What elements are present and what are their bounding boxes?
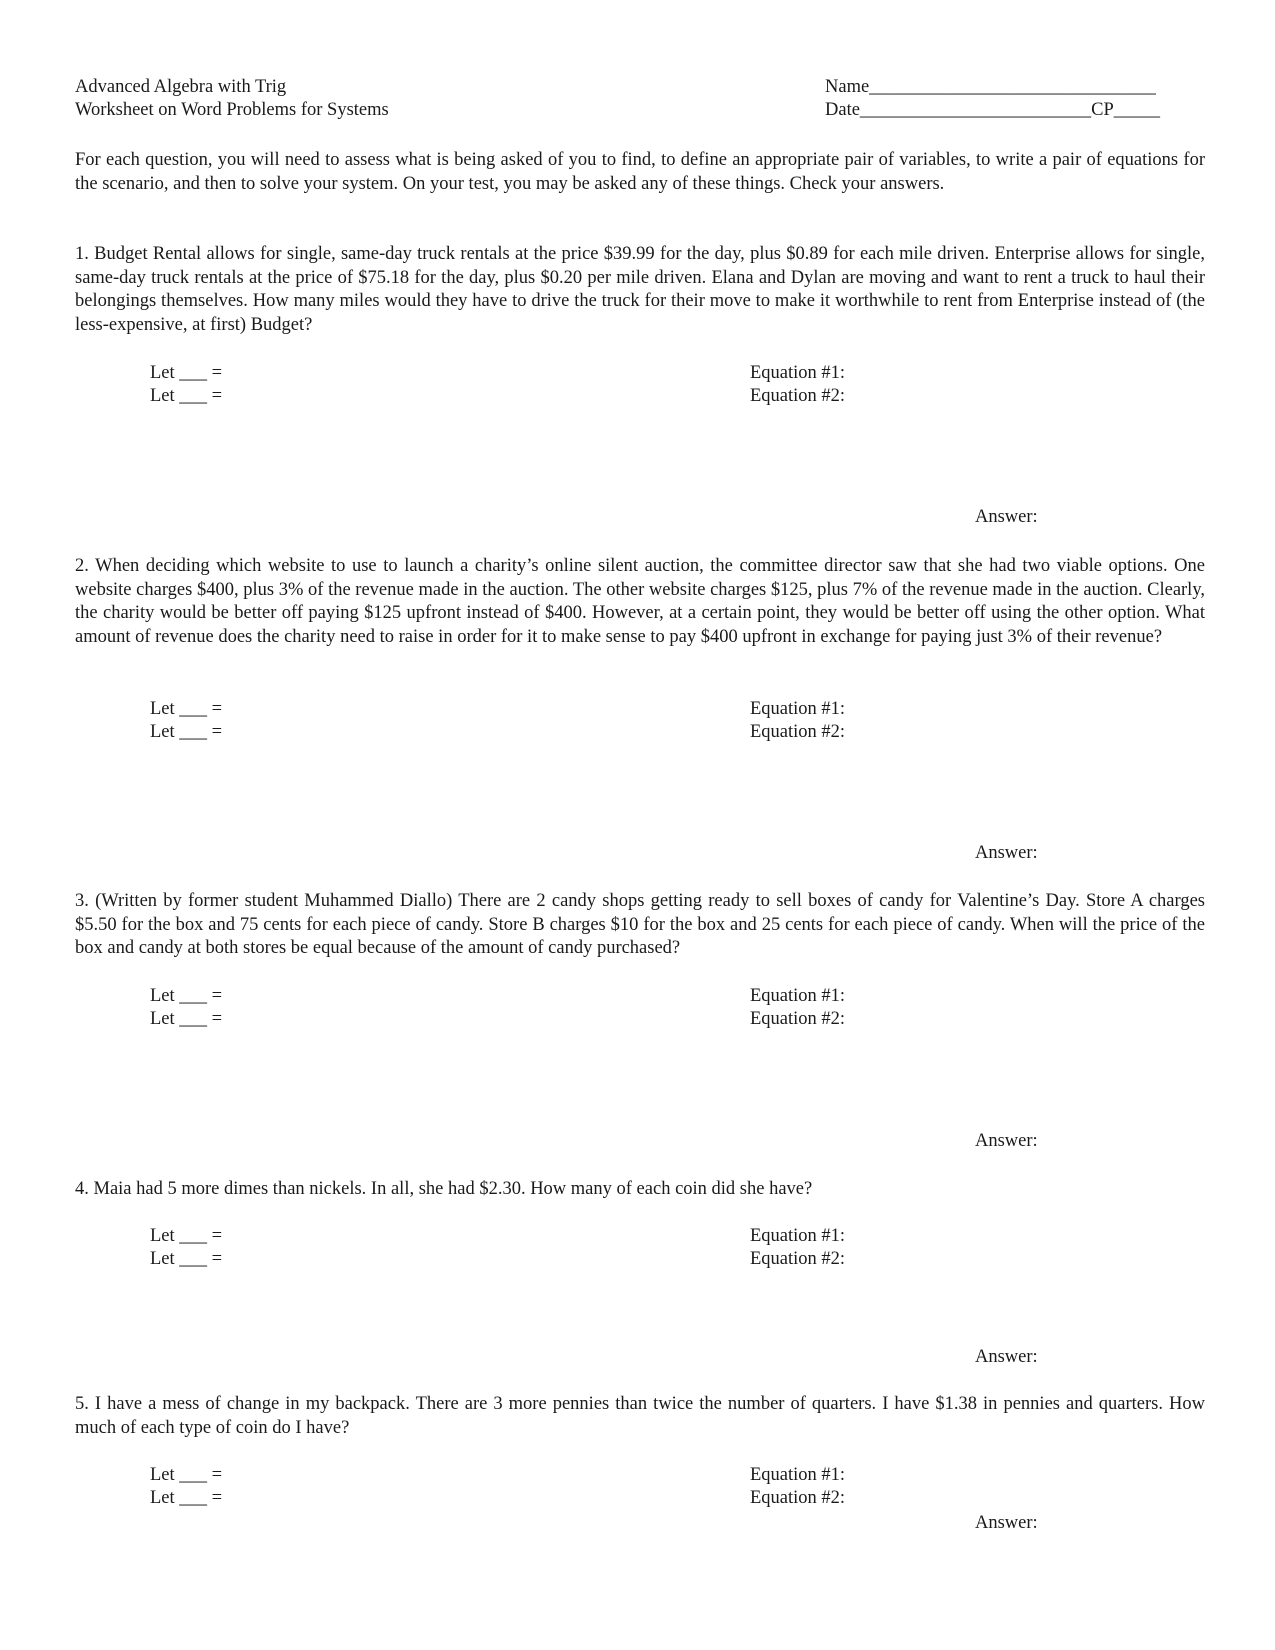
worksheet-subtitle: Worksheet on Word Problems for Systems xyxy=(75,100,389,120)
question-5: 5. I have a mess of change in my backpack. There are 3 more pennies than twice the number of quarters. I have $1.38 in pennies and quarters. How much of each type of coin do I have? xyxy=(75,1394,1205,1438)
equation-2-label: Equation #2: xyxy=(750,386,846,406)
equation-2-label: Equation #2: xyxy=(750,1009,846,1029)
equation-1-label: Equation #1: xyxy=(750,699,846,719)
answer-label: Answer: xyxy=(975,1513,1038,1533)
question-1: 1. Budget Rental allows for single, same-day truck rentals at the price $39.99 for the day, plus $0.89 for each mile driven. Enterprise allows for single, same-day truck rentals at the price of $75.18 for the day, plus $0.20 per mile driven. Elana and Dylan are moving and want to rent a truck to haul their belongings themselves. How many miles would they have to drive the truck for their move to make it worthwhile to rent from Enterprise instead of (the less-expensive, at first) Budget? xyxy=(75,244,1205,335)
date-cp-field: Date_________________________CP_____ xyxy=(825,100,1161,120)
let-line-5a: Let ___ = xyxy=(150,1465,223,1485)
let-line-1a: Let ___ = xyxy=(150,363,223,383)
equation-1-label: Equation #1: xyxy=(750,363,846,383)
answer-label: Answer: xyxy=(975,507,1038,527)
equation-1-label: Equation #1: xyxy=(750,986,846,1006)
let-line-5b: Let ___ = xyxy=(150,1488,223,1508)
equation-1-label: Equation #1: xyxy=(750,1226,846,1246)
answer-label: Answer: xyxy=(975,843,1038,863)
let-line-2a: Let ___ = xyxy=(150,699,223,719)
equation-2-label: Equation #2: xyxy=(750,1249,846,1269)
answer-label: Answer: xyxy=(975,1347,1038,1367)
let-line-3a: Let ___ = xyxy=(150,986,223,1006)
equation-1-label: Equation #1: xyxy=(750,1465,846,1485)
equation-2-label: Equation #2: xyxy=(750,1488,846,1508)
question-4: 4. Maia had 5 more dimes than nickels. In all, she had $2.30. How many of each coin did she have? xyxy=(75,1179,813,1199)
let-line-1b: Let ___ = xyxy=(150,386,223,406)
question-2: 2. When deciding which website to use to launch a charity’s online silent auction, the committee director saw that she had two viable options. One website charges $400, plus 3% of the revenue made in the auction. The other website charges $125, plus 7% of the revenue made in the auction. Clearly, the charity would be better off paying $125 upfront instead of $400. However, at a certain point, they would be better off using the other option. What amount of revenue does the charity need to raise in order for it to make sense to pay $400 upfront in exchange for paying just 3% of their revenue? xyxy=(75,556,1205,647)
answer-label: Answer: xyxy=(975,1131,1038,1151)
name-field: Name_______________________________ xyxy=(825,77,1156,97)
instructions: For each question, you will need to assess what is being asked of you to find, to define an appropriate pair of variables, to write a pair of equations for the scenario, and then to solve your system. On your test, you may be asked any of these things. Check your answers. xyxy=(75,150,1205,194)
equation-2-label: Equation #2: xyxy=(750,722,846,742)
let-line-4b: Let ___ = xyxy=(150,1249,223,1269)
course-title: Advanced Algebra with Trig xyxy=(75,77,287,97)
let-line-2b: Let ___ = xyxy=(150,722,223,742)
question-3: 3. (Written by former student Muhammed Diallo) There are 2 candy shops getting ready to sell boxes of candy for Valentine’s Day. Store A charges $5.50 for the box and 75 cents for each piece of candy. Store B charges $10 for the box and 25 cents for each piece of candy. When will the price of the box and candy at both stores be equal because of the amount of candy purchased? xyxy=(75,891,1205,958)
let-line-3b: Let ___ = xyxy=(150,1009,223,1029)
let-line-4a: Let ___ = xyxy=(150,1226,223,1246)
